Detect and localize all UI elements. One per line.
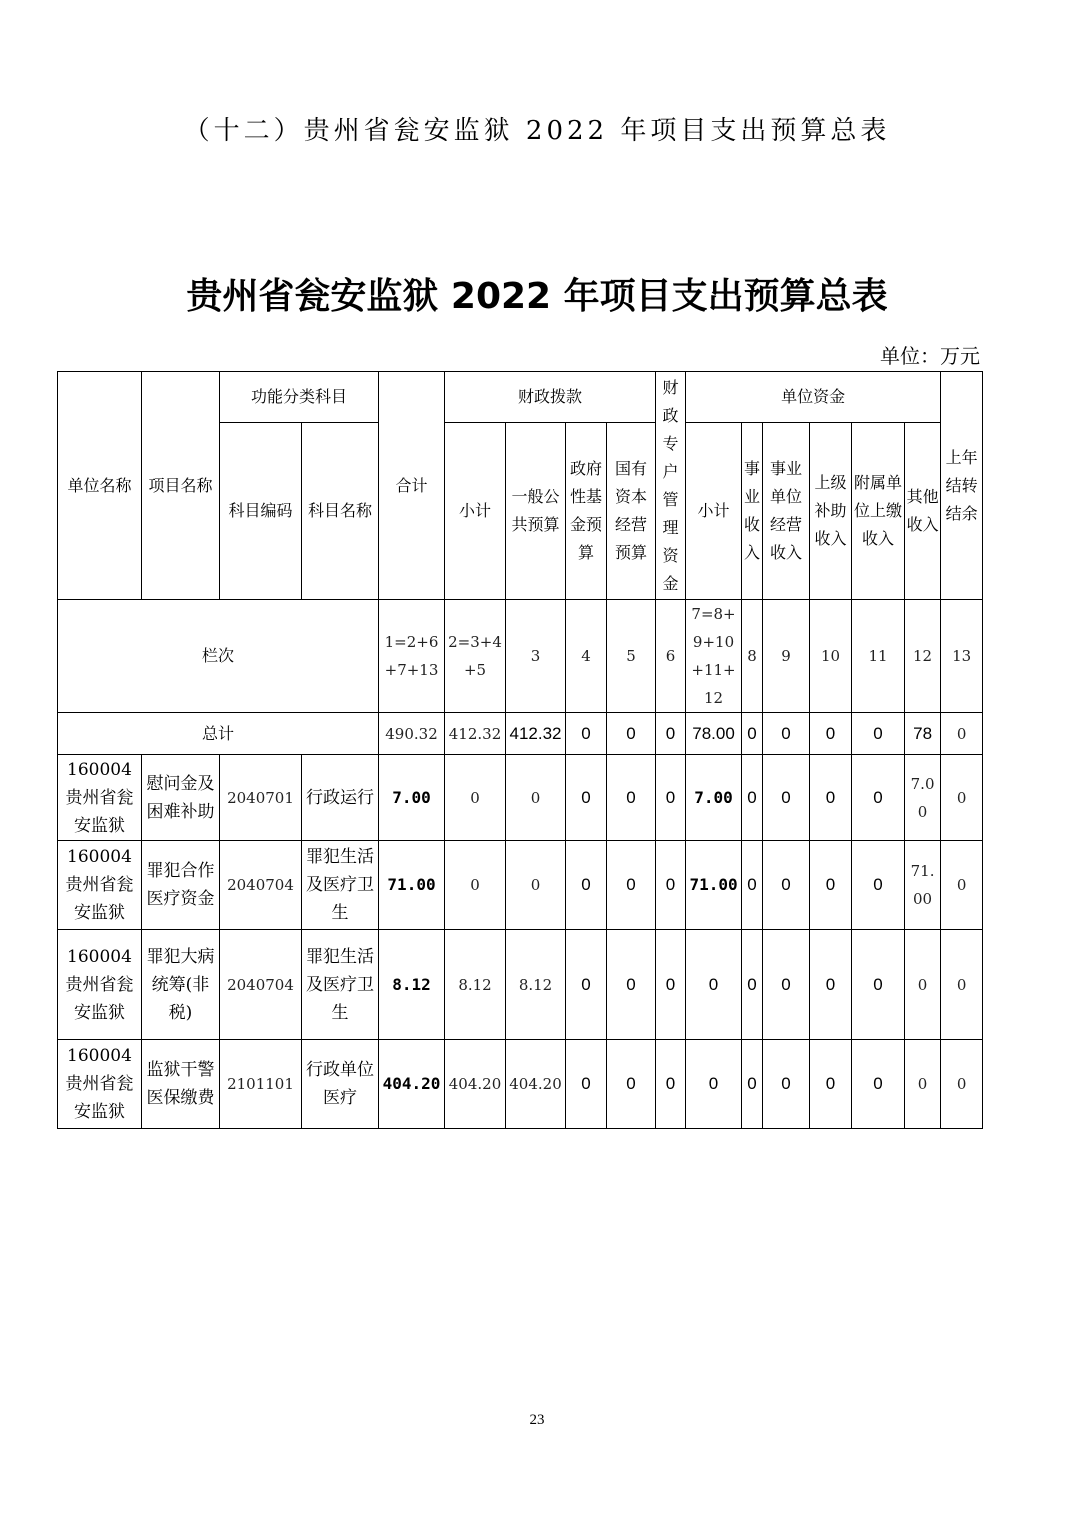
header-unit-funds: 单位资金 [686, 372, 941, 423]
total-row [58, 713, 983, 755]
header-subject-code: 科目编码 [220, 423, 302, 600]
cell: 71.00 [379, 841, 445, 930]
page-number: 23 [529, 1412, 545, 1428]
header-business-unit-income: 事业单位经营收入 [763, 423, 810, 600]
cell: 0 [656, 1040, 686, 1129]
cell: 0 [742, 1040, 763, 1129]
header-affiliated-income: 附属单位上缴收入 [852, 423, 905, 600]
cell: 0 [607, 755, 656, 841]
cell: 0 [742, 713, 763, 755]
cell: 0 [656, 755, 686, 841]
cell: 0 [905, 1040, 941, 1129]
header-subject-name: 科目名称 [302, 423, 379, 600]
cell: 6 [656, 600, 686, 713]
cell: 0 [763, 841, 810, 930]
cell: 8.12 [506, 930, 566, 1040]
cell: 0 [941, 841, 983, 930]
header-total: 合计 [379, 372, 445, 600]
cell-project: 罪犯大病统筹(非税) [142, 930, 220, 1040]
header-unit-subtotal: 小计 [686, 423, 742, 600]
page-title: 贵州省瓮安监狱 2022 年项目支出预算总表 [186, 276, 888, 317]
cell: 0 [810, 841, 852, 930]
cell: 0 [763, 1040, 810, 1129]
cell: 3 [506, 600, 566, 713]
cell: 404.20 [445, 1040, 506, 1129]
cell: 78.00 [686, 713, 742, 755]
cell: 7.00 [379, 755, 445, 841]
cell: 0 [506, 841, 566, 930]
cell-subject: 罪犯生活及医疗卫生 [302, 930, 379, 1040]
cell: 0 [742, 930, 763, 1040]
cell: 0 [566, 1040, 607, 1129]
cell: 9 [763, 600, 810, 713]
cell: 4 [566, 600, 607, 713]
cell-unit: 160004 贵州省瓮安监狱 [58, 930, 142, 1040]
table-row [58, 930, 983, 1040]
cell: 0 [607, 930, 656, 1040]
header-unit-name: 单位名称 [58, 372, 142, 600]
cell: 0 [810, 755, 852, 841]
cell: 0 [656, 930, 686, 1040]
cell: 0 [506, 755, 566, 841]
cell: 0 [852, 841, 905, 930]
cell: 412.32 [506, 713, 566, 755]
cell: 0 [686, 1040, 742, 1129]
cell: 0 [566, 755, 607, 841]
header-fiscal-subtotal: 小计 [445, 423, 506, 600]
cell: 412.32 [445, 713, 506, 755]
cell: 7.00 [905, 755, 941, 841]
header-special-account: 财政专户管理资金 [656, 372, 686, 600]
cell: 0 [852, 755, 905, 841]
header-superior-subsidy: 上级补助收入 [810, 423, 852, 600]
cell-unit: 160004 贵州省瓮安监狱 [58, 755, 142, 841]
table-row [58, 841, 983, 930]
cell: 0 [941, 713, 983, 755]
cell: 0 [810, 930, 852, 1040]
cell-project: 慰问金及困难补助 [142, 755, 220, 841]
section-title: （十二）贵州省瓮安监狱 2022 年项目支出预算总表 [183, 116, 891, 146]
cell: 78 [905, 713, 941, 755]
cell: 0 [941, 1040, 983, 1129]
cell: 0 [763, 713, 810, 755]
cell: 0 [905, 930, 941, 1040]
cell-code: 2040704 [220, 841, 302, 930]
header-func-class: 功能分类科目 [220, 372, 379, 423]
cell-project: 监狱干警医保缴费 [142, 1040, 220, 1129]
cell-code: 2040701 [220, 755, 302, 841]
header-fiscal: 财政拨款 [445, 372, 656, 423]
cell: 0 [566, 930, 607, 1040]
cell: 404.20 [506, 1040, 566, 1129]
cell: 1=2+6+7+13 [379, 600, 445, 713]
cell: 0 [566, 713, 607, 755]
cell: 0 [445, 755, 506, 841]
cell: 8 [742, 600, 763, 713]
cell-subject: 行政运行 [302, 755, 379, 841]
cell: 8.12 [445, 930, 506, 1040]
cell: 0 [607, 841, 656, 930]
header-other-income: 其他收入 [905, 423, 941, 600]
header-carryover: 上年结转结余 [941, 372, 983, 600]
cell: 5 [607, 600, 656, 713]
cell: 490.32 [379, 713, 445, 755]
budget-table [57, 371, 983, 1129]
cell: 0 [763, 930, 810, 1040]
cell: 10 [810, 600, 852, 713]
cell: 13 [941, 600, 983, 713]
column-number-row [58, 600, 983, 713]
cell: 71.00 [686, 841, 742, 930]
cell-subject: 行政单位医疗 [302, 1040, 379, 1129]
cell: 0 [445, 841, 506, 930]
header-project-name: 项目名称 [142, 372, 220, 600]
cell: 2=3+4+5 [445, 600, 506, 713]
cell: 7.00 [686, 755, 742, 841]
cell: 0 [852, 1040, 905, 1129]
cell: 0 [607, 1040, 656, 1129]
cell-code: 2040704 [220, 930, 302, 1040]
header-row-1 [58, 372, 983, 423]
cell: 0 [852, 713, 905, 755]
table-row [58, 755, 983, 841]
cell-project: 罪犯合作医疗资金 [142, 841, 220, 930]
cell: 0 [810, 1040, 852, 1129]
total-label: 总计 [58, 713, 379, 755]
cell: 0 [852, 930, 905, 1040]
cell: 8.12 [379, 930, 445, 1040]
cell: 71.00 [905, 841, 941, 930]
cell: 0 [566, 841, 607, 930]
cell: 7=8+9+10+11+12 [686, 600, 742, 713]
cell: 0 [686, 930, 742, 1040]
cell: 12 [905, 600, 941, 713]
cell-unit: 160004 贵州省瓮安监狱 [58, 841, 142, 930]
header-state-capital: 国有资本经营预算 [607, 423, 656, 600]
cell: 0 [607, 713, 656, 755]
header-gov-fund: 政府性基金预算 [566, 423, 607, 600]
cell: 0 [656, 713, 686, 755]
cell: 0 [742, 755, 763, 841]
cell: 11 [852, 600, 905, 713]
cell: 0 [742, 841, 763, 930]
cell: 0 [656, 841, 686, 930]
header-business-income: 事业收入 [742, 423, 763, 600]
cell-code: 2101101 [220, 1040, 302, 1129]
cell-subject: 罪犯生活及医疗卫生 [302, 841, 379, 930]
cell: 0 [941, 930, 983, 1040]
cell: 404.20 [379, 1040, 445, 1129]
cell-unit: 160004 贵州省瓮安监狱 [58, 1040, 142, 1129]
header-general-budget: 一般公共预算 [506, 423, 566, 600]
unit-label: 单位：万元 [880, 344, 980, 368]
cell: 0 [763, 755, 810, 841]
table-row [58, 1040, 983, 1129]
cell: 0 [941, 755, 983, 841]
column-number-label: 栏次 [58, 600, 379, 713]
cell: 0 [810, 713, 852, 755]
